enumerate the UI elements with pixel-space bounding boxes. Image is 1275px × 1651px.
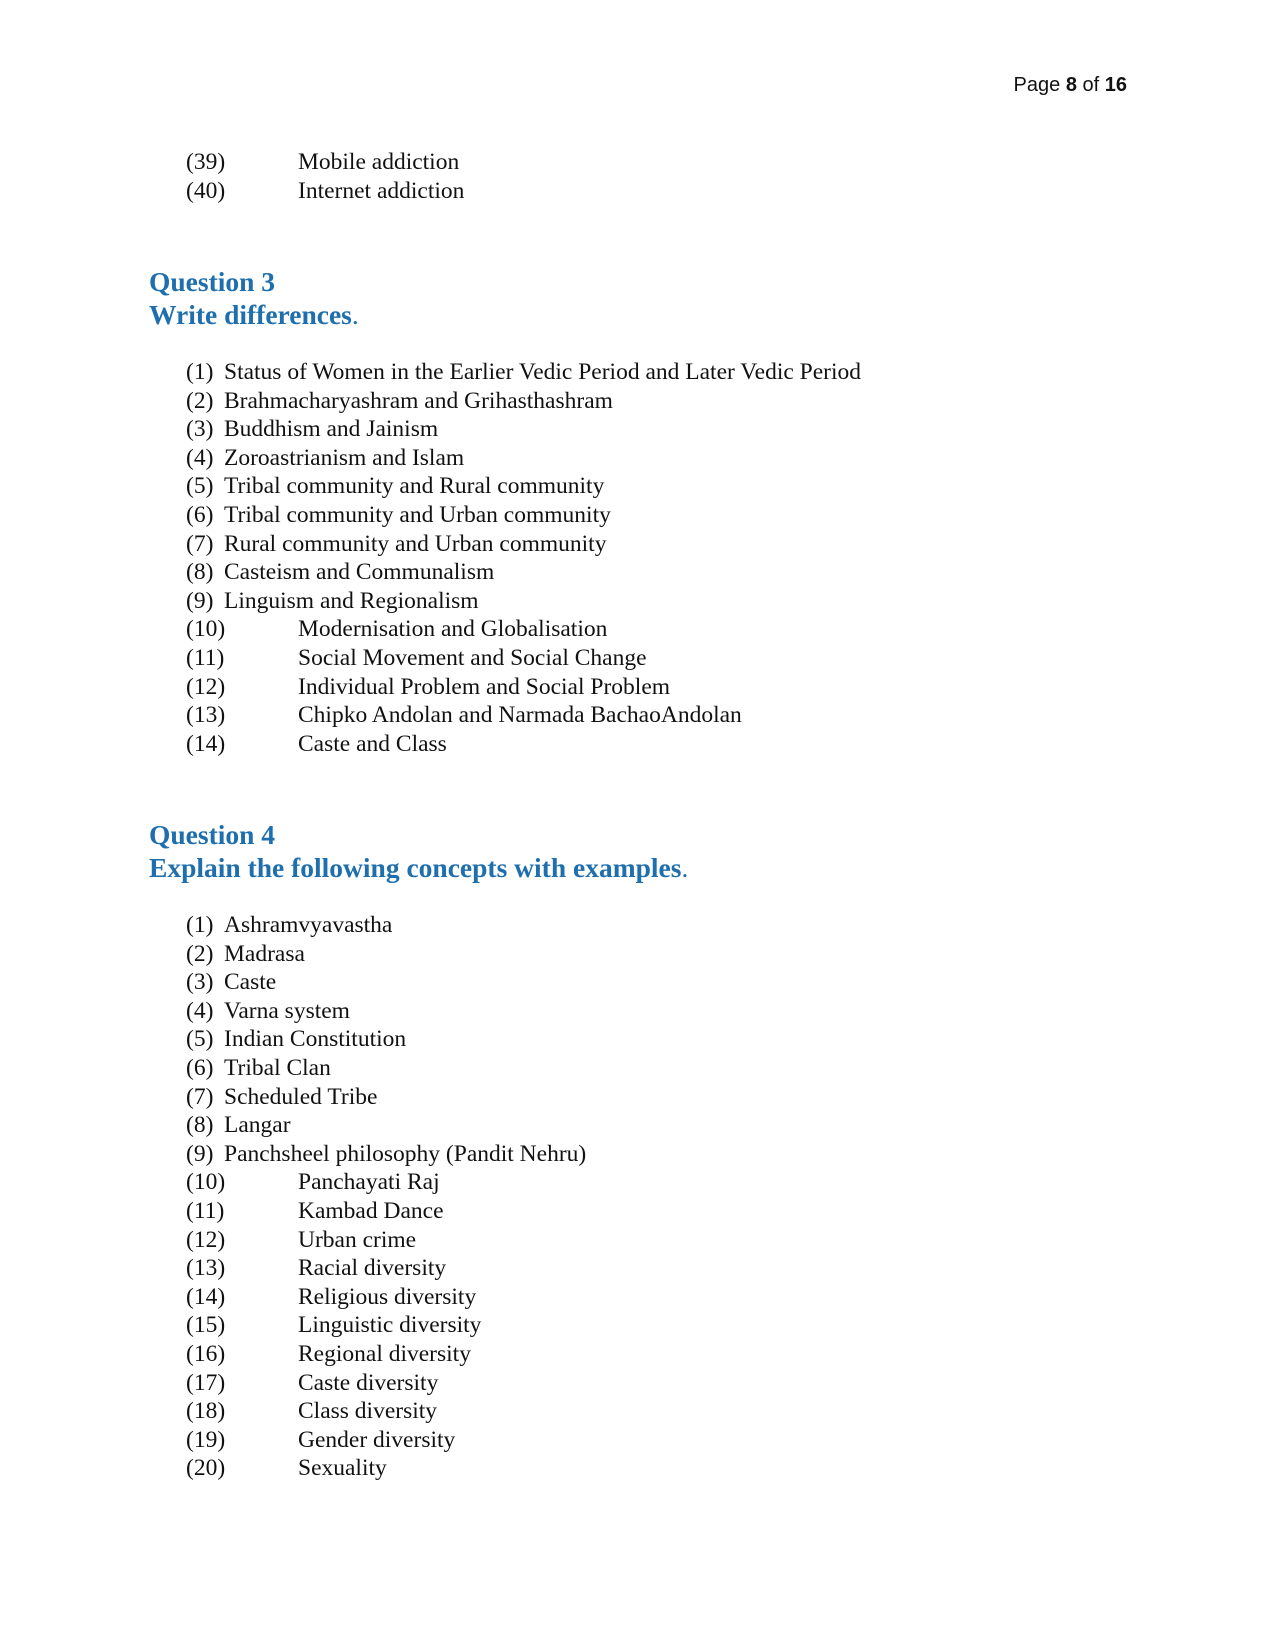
list-item-number: (11): [186, 644, 225, 671]
list-item-number: (10): [186, 1169, 226, 1196]
question-3-list: [186, 358, 861, 758]
list-item: [186, 1197, 586, 1226]
list-item-text: Religious diversity: [298, 1283, 477, 1310]
list-item-text: Individual Problem and Social Problem: [298, 673, 671, 700]
list-item: [186, 148, 464, 177]
page-of: of: [1082, 74, 1100, 96]
list-item-text: Sexuality: [298, 1455, 387, 1482]
question-3-title: Question 3: [149, 266, 276, 297]
list-item: [186, 997, 586, 1026]
list-item: [186, 530, 861, 559]
list-item-text: Caste diversity: [298, 1369, 439, 1396]
list-item-text: Linguism and Regionalism: [224, 587, 479, 614]
list-item-number: (7): [186, 1083, 214, 1110]
list-item-text: Caste and Class: [298, 730, 447, 757]
list-item-text: Linguistic diversity: [298, 1312, 482, 1339]
list-item: [186, 1283, 586, 1312]
list-item: [186, 472, 861, 501]
list-item-text: Langar: [224, 1112, 291, 1139]
list-item-number: (2): [186, 387, 214, 414]
list-item-text: Indian Constitution: [224, 1026, 407, 1053]
question-4-subtitle: [149, 851, 688, 884]
list-item-number: (8): [186, 559, 214, 586]
list-item: [186, 415, 861, 444]
list-item: [186, 501, 861, 530]
list-item-number: (40): [186, 177, 226, 204]
list-item-text: Scheduled Tribe: [224, 1083, 378, 1110]
list-item-text: Tribal Clan: [224, 1054, 331, 1081]
list-item-text: Social Movement and Social Change: [298, 644, 647, 671]
list-item-text: Caste: [224, 969, 277, 996]
list-item-text: Racial diversity: [298, 1255, 447, 1282]
list-item-text: Chipko Andolan and Narmada BachaoAndolan: [298, 702, 742, 729]
list-item-number: (3): [186, 969, 214, 996]
list-item-number: (1): [186, 359, 214, 385]
list-item-text: Tribal community and Urban community: [224, 501, 611, 528]
list-item-number: (8): [186, 1112, 214, 1139]
list-item-text: Casteism and Communalism: [224, 559, 495, 586]
list-item-number: (2): [186, 940, 214, 967]
list-item: [186, 1311, 586, 1340]
list-item-number: (5): [186, 473, 214, 500]
list-item-number: (10): [186, 616, 226, 643]
list-item: [186, 1054, 586, 1083]
list-item-number: (17): [186, 1369, 226, 1396]
list-item-number: (5): [186, 1026, 214, 1053]
list-item-number: (4): [186, 997, 214, 1024]
list-item-number: (39): [186, 149, 226, 175]
list-item-text: Modernisation and Globalisation: [298, 616, 608, 643]
list-item: [186, 177, 464, 206]
list-item: [186, 940, 586, 969]
list-item: [186, 1454, 586, 1483]
list-item-text: Brahmacharyashram and Grihasthashram: [224, 387, 613, 414]
list-item: [186, 387, 861, 416]
list-item: [186, 1083, 586, 1112]
list-item-number: (6): [186, 501, 214, 528]
page-total: 16: [1104, 74, 1127, 96]
question-3-heading: [149, 265, 359, 331]
list-item-text: Class diversity: [298, 1398, 438, 1425]
list-item-text: Varna system: [224, 997, 350, 1024]
list-item-number: (11): [186, 1197, 225, 1224]
list-item-text: Gender diversity: [298, 1426, 456, 1453]
list-item-number: (6): [186, 1054, 214, 1081]
list-item-number: (20): [186, 1455, 226, 1482]
list-item: [186, 701, 861, 730]
list-item-number: (16): [186, 1340, 226, 1367]
list-item-text: Zoroastrianism and Islam: [224, 444, 465, 471]
list-item: [186, 1168, 586, 1197]
page-number: [1014, 74, 1127, 97]
list-item-text: Ashramvyavastha: [224, 912, 393, 938]
list-item: [186, 1254, 586, 1283]
question-4-heading: [149, 818, 688, 884]
list-item: [186, 1426, 586, 1455]
page-prefix: Page: [1013, 74, 1061, 96]
list-item-number: (3): [186, 416, 214, 443]
list-item: [186, 358, 861, 387]
list-item: [186, 1025, 586, 1054]
list-item-number: (1): [186, 912, 214, 938]
list-item-number: (15): [186, 1312, 226, 1339]
list-item-number: (7): [186, 530, 214, 557]
list-item-number: (13): [186, 702, 226, 729]
question-3-subtitle: [149, 298, 359, 331]
list-item-text: Internet addiction: [298, 177, 465, 204]
question-4-subtitle-text: Explain the following concepts with examples: [149, 852, 682, 883]
list-item: [186, 615, 861, 644]
question-3-subtitle-text: Write differences: [149, 299, 352, 330]
list-item: [186, 673, 861, 702]
list-item-number: (18): [186, 1398, 226, 1425]
list-item-number: (9): [186, 587, 214, 614]
list-item: [186, 558, 861, 587]
list-item-text: Buddhism and Jainism: [224, 416, 439, 443]
list-item: [186, 968, 586, 997]
list-item-text: Regional diversity: [298, 1340, 471, 1367]
question-4-subtitle-punct: .: [681, 852, 689, 883]
list-item-number: (13): [186, 1255, 226, 1282]
list-item: [186, 587, 861, 616]
question-4-list: [186, 911, 586, 1483]
list-item: [186, 1226, 586, 1255]
list-item-text: Panchayati Raj: [298, 1169, 440, 1196]
list-item: [186, 1140, 586, 1169]
list-item-text: Tribal community and Rural community: [224, 473, 605, 500]
list-item: [186, 1111, 586, 1140]
list-item-text: Panchsheel philosophy (Pandit Nehru): [224, 1140, 587, 1167]
list-item: [186, 1369, 586, 1398]
page-current: 8: [1065, 74, 1077, 96]
question-4-title: Question 4: [149, 819, 276, 850]
list-item-text: Kambad Dance: [298, 1197, 444, 1224]
list-item-number: (9): [186, 1140, 214, 1167]
question-3-subtitle-punct: .: [351, 299, 359, 330]
list-item-text: Rural community and Urban community: [224, 530, 607, 557]
list-item-text: Madrasa: [224, 940, 305, 967]
list-item: [186, 644, 861, 673]
list-item-number: (14): [186, 1283, 226, 1310]
list-item-number: (12): [186, 673, 226, 700]
list-item-number: (12): [186, 1226, 226, 1253]
list-item-text: Mobile addiction: [298, 149, 460, 175]
list-item-text: Urban crime: [298, 1226, 417, 1253]
list-item: [186, 1397, 586, 1426]
list-item: [186, 730, 861, 759]
list-item: [186, 444, 861, 473]
list-item-number: (14): [186, 730, 226, 757]
list-item-number: (4): [186, 444, 214, 471]
question-2-list-continued: [186, 148, 464, 205]
list-item: [186, 911, 586, 940]
list-item: [186, 1340, 586, 1369]
list-item-number: (19): [186, 1426, 226, 1453]
list-item-text: Status of Women in the Earlier Vedic Period and Later Vedic Period: [224, 359, 862, 385]
